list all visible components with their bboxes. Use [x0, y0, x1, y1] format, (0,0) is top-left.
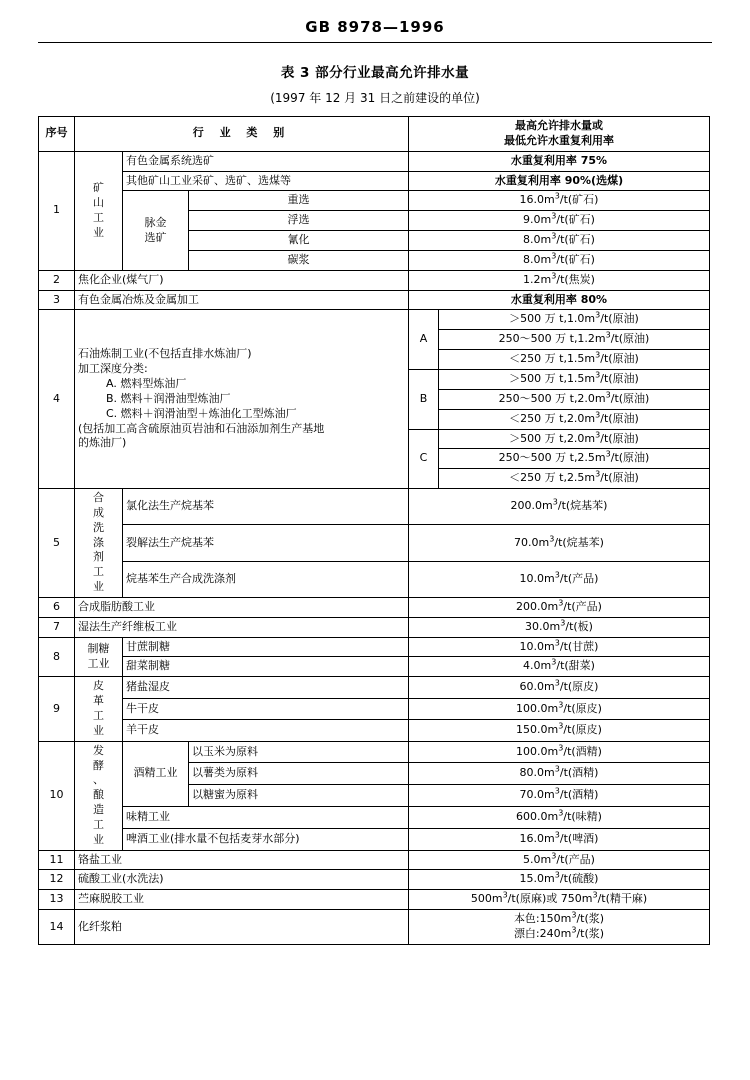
table-row	[39, 637, 710, 657]
row-item-name: 味精工业	[123, 807, 409, 829]
table-row	[39, 850, 710, 870]
row-item-value: ＜250 万 $t,2.0m^3/t$(原油)	[439, 409, 710, 429]
oil-line: C. 燃料＋润滑油型＋炼油化工型炼油厂	[106, 406, 297, 420]
header-limit-line1: 最高允许排水量或	[515, 119, 603, 132]
row-group-letter: B	[409, 369, 439, 429]
row-item-name	[75, 310, 409, 489]
header-divider	[38, 42, 712, 43]
table-row	[39, 151, 710, 171]
value-line-1: 本色$:150m^3/t$(浆)	[513, 910, 605, 926]
row-seq: 2	[39, 270, 75, 290]
row-item-name: 甘蔗制糖	[123, 637, 409, 657]
table-row	[39, 720, 710, 741]
row-item-name: 硫酸工业(水洗法)	[75, 870, 409, 890]
row-item-value: $10.0m^3/t$(甘蔗)	[409, 637, 710, 657]
row-item-name: 氯化法生产烷基苯	[123, 489, 409, 525]
row-item-value: ＜250 万 $t,2.5m^3/t$(原油)	[439, 469, 710, 489]
row-group-letter: A	[409, 310, 439, 370]
row-item-name: 苎麻脱胶工业	[75, 890, 409, 910]
row-item-name: 甜菜制糖	[123, 657, 409, 677]
table-row	[39, 807, 710, 829]
row-seq: 10	[39, 741, 75, 850]
row-item-subname: 碳浆	[189, 250, 409, 270]
row-seq: 5	[39, 489, 75, 598]
row-subgroup-label: 脉金 选矿	[123, 191, 189, 270]
table-row	[39, 828, 710, 850]
row-item-name: 化纤浆粕	[75, 910, 409, 945]
table-subtitle: (1997 年 12 月 31 日之前建设的单位)	[270, 91, 480, 105]
row-seq: 8	[39, 637, 75, 677]
row-item-value	[409, 910, 710, 945]
row-item-subname: 氰化	[189, 231, 409, 251]
row-item-value: $4.0m^3/t$(甜菜)	[409, 657, 710, 677]
row-seq: 11	[39, 850, 75, 870]
row-item-name: 啤酒工业(排水量不包括麦芽水部分)	[123, 828, 409, 850]
row-seq: 4	[39, 310, 75, 489]
row-seq: 6	[39, 597, 75, 617]
row-item-value: 250～500 万 $t,2.0m^3/t$(原油)	[439, 389, 710, 409]
row-item-value: $10.0m^3/t$(产品)	[409, 561, 710, 597]
row-item-name: 湿法生产纤维板工业	[75, 617, 409, 637]
table-row	[39, 171, 710, 191]
row-item-value: ＞500 万 $t,1.5m^3/t$(原油)	[439, 369, 710, 389]
row-group-label: 发 酵 、 酿 造 工 业	[75, 741, 123, 850]
row-group-letter: C	[409, 429, 439, 489]
row-item-name: 铬盐工业	[75, 850, 409, 870]
row-item-value: 250～500 万 $t,2.5m^3/t$(原油)	[439, 449, 710, 469]
row-item-value: $16.0m^3/t$(矿石)	[409, 191, 710, 211]
row-item-value: 水重复利用率 90%(选煤)	[409, 171, 710, 191]
row-item-value: ＞500 万 $t,2.0m^3/t$(原油)	[439, 429, 710, 449]
header-category	[75, 117, 409, 152]
row-item-name: 合成脂肪酸工业	[75, 597, 409, 617]
table-row	[39, 597, 710, 617]
oil-line: 的炼油厂)	[78, 436, 127, 450]
table-row	[39, 677, 710, 698]
row-seq: 1	[39, 151, 75, 270]
row-item-value: $16.0m^3/t$(啤酒)	[409, 828, 710, 850]
row-item-name: 牛干皮	[123, 698, 409, 719]
row-item-value: $70.0m^3/t$(烷基苯)	[409, 525, 710, 561]
row-item-value: $1.2m^3/t$(焦炭)	[409, 270, 710, 290]
table-row	[39, 870, 710, 890]
row-seq: 12	[39, 870, 75, 890]
row-item-value: $30.0m^3/t$(板)	[409, 617, 710, 637]
row-item-value: $600.0m^3/t$(味精)	[409, 807, 710, 829]
oil-line: 加工深度分类:	[78, 362, 148, 376]
row-item-name: 烷基苯生产合成洗涤剂	[123, 561, 409, 597]
table-row	[39, 290, 710, 310]
row-group-label: 制糖 工业	[75, 637, 123, 677]
emission-limits-table	[38, 116, 710, 945]
row-seq: 9	[39, 677, 75, 741]
row-item-subname: 浮选	[189, 211, 409, 231]
row-item-value: ＞500 万 $t,1.0m^3/t$(原油)	[439, 310, 710, 330]
row-item-value: $9.0m^3/t$(矿石)	[409, 211, 710, 231]
row-item-name: 羊干皮	[123, 720, 409, 741]
oil-line: B. 燃料＋润滑油型炼油厂	[106, 391, 231, 405]
row-seq: 7	[39, 617, 75, 637]
row-item-value: $70.0m^3/t$(酒精)	[409, 785, 710, 807]
row-item-value: $5.0m^3/t$(产品)	[409, 850, 710, 870]
row-subgroup-label: 酒精工业	[123, 741, 189, 806]
row-item-value: $8.0m^3/t$(矿石)	[409, 231, 710, 251]
row-item-value: $8.0m^3/t$(矿石)	[409, 250, 710, 270]
row-item-name: 裂解法生产烷基苯	[123, 525, 409, 561]
row-item-value: ＜250 万 $t,1.5m^3/t$(原油)	[439, 350, 710, 370]
table-row	[39, 910, 710, 945]
table-title: 表 3 部分行业最高允许排水量	[280, 65, 470, 81]
row-item-name: 猪盐湿皮	[123, 677, 409, 698]
oil-line: (包括加工高含硫原油页岩油和石油添加剂生产基地	[78, 421, 325, 435]
row-item-name: 以薯类为原料	[189, 763, 409, 785]
row-group-label: 矿 山 工 业	[75, 151, 123, 270]
row-item-value: 250～500 万 $t,1.2m^3/t$(原油)	[439, 330, 710, 350]
row-item-subname: 重选	[189, 191, 409, 211]
row-item-name: 有色金属冶炼及金属加工	[75, 290, 409, 310]
table-row	[39, 890, 710, 910]
row-item-value: 水重复利用率 75%	[409, 151, 710, 171]
table-row	[39, 657, 710, 677]
table-row	[39, 525, 710, 561]
header-limit	[409, 117, 710, 152]
table-row	[39, 698, 710, 719]
row-group-label: 合 成 洗 涤 剂 工 业	[75, 489, 123, 598]
row-item-value: $200.0m^3/t$(烷基苯)	[409, 489, 710, 525]
row-item-name: 以玉米为原料	[189, 741, 409, 763]
table-row	[39, 617, 710, 637]
oil-line: A. 燃料型炼油厂	[106, 376, 187, 390]
row-item-value: $200.0m^3/t$(产品)	[409, 597, 710, 617]
header-category-label: 行 业 类 别	[192, 126, 291, 140]
row-item-name: 以糖蜜为原料	[189, 785, 409, 807]
row-item-value: $80.0m^3/t$(酒精)	[409, 763, 710, 785]
table-row	[39, 741, 710, 763]
row-item-value: $100.0m^3/t$(酒精)	[409, 741, 710, 763]
table-row	[39, 489, 710, 525]
oil-line: 石油炼制工业(不包括直排水炼油厂)	[78, 347, 252, 361]
row-item-value: $500m^3/t$(原麻)或 $750m^3/t$(精干麻)	[409, 890, 710, 910]
header-limit-line2: 最低允许水重复利用率	[504, 133, 614, 147]
value-line-2: 漂白$:240m^3/t$(浆)	[513, 925, 605, 940]
table-row	[39, 561, 710, 597]
row-item-value: $150.0m^3/t$(原皮)	[409, 720, 710, 741]
row-seq: 13	[39, 890, 75, 910]
row-group-label: 皮 革 工 业	[75, 677, 123, 741]
table-header-row	[39, 117, 710, 152]
row-item-name: 其他矿山工业采矿、选矿、选煤等	[123, 171, 409, 191]
row-seq: 3	[39, 290, 75, 310]
header-seq: 序号	[39, 117, 75, 152]
row-seq: 14	[39, 910, 75, 945]
row-item-value: 水重复利用率 80%	[409, 290, 710, 310]
table-row	[39, 310, 710, 330]
row-item-name: 焦化企业(煤气厂)	[75, 270, 409, 290]
page-header: GB 8978—1996	[305, 18, 445, 36]
row-item-value: $60.0m^3/t$(原皮)	[409, 677, 710, 698]
row-item-name: 有色金属系统选矿	[123, 151, 409, 171]
table-row	[39, 270, 710, 290]
row-item-value: $100.0m^3/t$(原皮)	[409, 698, 710, 719]
row-item-value: $15.0m^3/t$(硫酸)	[409, 870, 710, 890]
table-row	[39, 191, 710, 211]
